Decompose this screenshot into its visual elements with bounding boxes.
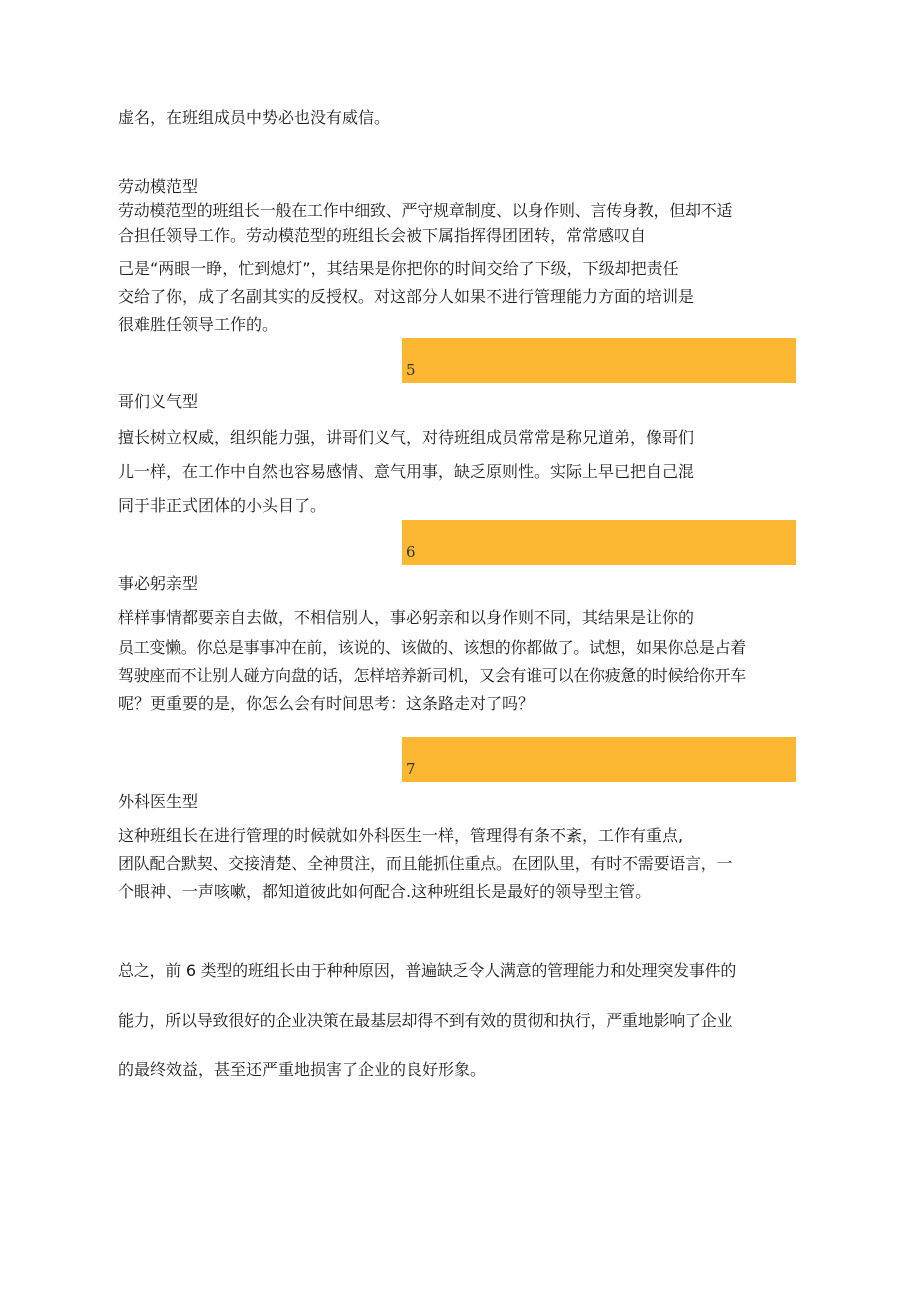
paragraph-line: 儿一样，在工作中自然也容易感情、意气用事，缺乏原则性。实际上早已把自己混 <box>118 462 695 481</box>
page-number: 6 <box>406 543 416 561</box>
conclusion-line: 总之，前 6 类型的班组长由于种种原因，普遍缺乏令人满意的管理能力和处理突发事件的 <box>118 961 737 980</box>
paragraph-line: 合担任领导工作。劳动模范型的班组长会被下属指挥得团团转，常常感叹自 <box>118 226 647 245</box>
paragraph-line: 驾驶座而不让别人碰方向盘的话，怎样培养新司机，又会有谁可以在你疲惫的时候给你开车 <box>118 666 747 685</box>
paragraph-line: 交给了你，成了名副其实的反授权。对这部分人如果不进行管理能力方面的培训是 <box>118 287 695 306</box>
paragraph-line: 很难胜任领导工作的。 <box>118 315 279 334</box>
section-heading-hands-on: 事必躬亲型 <box>118 574 199 593</box>
section-heading-brotherhood: 哥们义气型 <box>118 392 199 411</box>
page-number: 5 <box>406 361 416 379</box>
paragraph-line: 己是“两眼一睁，忙到熄灯”，其结果是你把你的时间交给了下级，下级却把责任 <box>118 259 679 278</box>
paragraph-line: 同于非正式团体的小头目了。 <box>118 496 327 515</box>
paragraph-line: 个眼神、一声咳嗽，都知道彼此如何配合.这种班组长是最好的领导型主管。 <box>118 882 652 901</box>
paragraph-line: 这种班组长在进行管理的时候就如外科医生一样，管理得有条不紊，工作有重点, <box>118 826 684 845</box>
paragraph-line: 呢？更重要的是，你怎么会有时间思考：这条路走对了吗？ <box>118 694 535 713</box>
section-heading-surgeon: 外科医生型 <box>118 792 199 811</box>
paragraph-line: 劳动模范型的班组长一般在工作中细致、严守规章制度、以身作则、言传身教，但却不适 <box>118 201 733 220</box>
paragraph-line: 团队配合默契、交接清楚、全神贯注，而且能抓住重点。在团队里，有时不需要语言，一 <box>118 854 733 873</box>
conclusion-line: 能力，所以导致很好的企业决策在最基层却得不到有效的贯彻和执行，严重地影响了企业 <box>118 1011 733 1030</box>
page-number-box <box>402 737 796 782</box>
page-number: 7 <box>406 760 416 778</box>
section-heading-labor-model: 劳动模范型 <box>118 177 199 196</box>
page-number-box <box>402 520 796 565</box>
page-number-box <box>402 338 796 383</box>
paragraph-line: 员工变懒。你总是事事冲在前，该说的、该做的、该想的你都做了。试想，如果你总是占着 <box>118 638 747 657</box>
intro-line: 虚名，在班组成员中势必也没有威信。 <box>118 108 391 127</box>
paragraph-line: 样样事情都要亲自去做，不相信别人，事必躬亲和以身作则不同，其结果是让你的 <box>118 608 695 627</box>
paragraph-line: 擅长树立权威，组织能力强，讲哥们义气，对待班组成员常常是称兄道弟，像哥们 <box>118 428 695 447</box>
conclusion-line: 的最终效益，甚至还严重地损害了企业的良好形象。 <box>118 1060 487 1079</box>
